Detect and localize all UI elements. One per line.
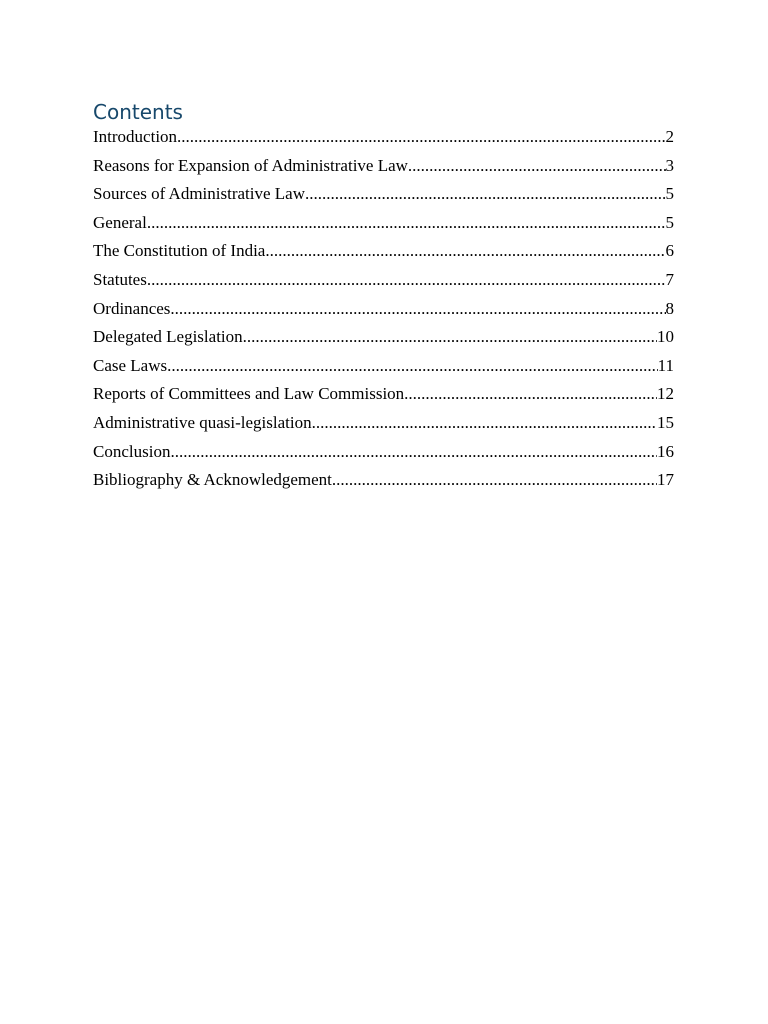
toc-entry[interactable] [93,439,674,468]
toc-entry[interactable] [93,296,674,325]
toc-dot-leader [170,439,657,465]
toc-entry-title: Reasons for Expansion of Administrative Law [93,155,408,175]
toc-dot-leader [312,410,657,436]
toc-entry[interactable] [93,381,674,410]
toc-dot-leader [170,296,665,322]
toc-dot-leader [265,238,665,264]
toc-dot-leader [332,467,657,493]
toc-entry-title: Statutes [93,269,147,289]
toc-heading: Contents [93,100,183,124]
toc-dot-leader [147,210,666,236]
toc-entry-page: 5 [665,212,674,232]
toc-entry-title: Introduction [93,127,178,146]
toc-entry-page: 10 [657,327,674,347]
toc-entry[interactable] [93,210,674,239]
toc-entry-page: 15 [657,412,674,432]
toc-entry-page: 11 [657,355,674,375]
toc-dot-leader [243,324,657,350]
toc-entry-page: 12 [657,384,674,404]
toc-entry-title: Conclusion [93,441,171,461]
toc-entry-title: Case Laws [93,355,168,375]
toc-entry-page: 8 [665,298,674,318]
toc-entry-title: The Constitution of India [93,241,266,261]
toc-entry-page: 3 [665,155,674,175]
toc-entry[interactable] [93,353,674,382]
toc-entry[interactable] [93,238,674,267]
toc-dot-leader [408,153,666,179]
toc-dot-leader [305,181,666,207]
toc-entry-title: Delegated Legislation [93,327,243,347]
toc-entry-title: General [93,212,147,232]
toc-dot-leader [167,353,658,379]
toc-dot-leader [404,381,657,407]
toc-entry-page: 6 [665,241,674,261]
toc-entry-title: Reports of Committees and Law Commission [93,384,405,404]
toc-entry[interactable] [93,124,674,153]
toc-entry[interactable] [93,181,674,210]
toc-entry-title: Sources of Administrative Law [93,184,305,204]
toc-entry-title: Administrative quasi-legislation [93,412,312,432]
toc-entry-page: 5 [665,184,674,204]
toc-entry-page: 2 [665,127,674,146]
toc-entry-title: Ordinances [93,298,171,318]
toc-entry-page: 17 [657,470,674,490]
toc-entry[interactable] [93,467,674,496]
table-of-contents [93,124,674,496]
toc-dot-leader [147,267,666,293]
toc-entry-page: 16 [657,441,674,461]
toc-entry-title: Bibliography & Acknowledgement [93,470,332,490]
toc-entry[interactable] [93,324,674,353]
toc-entry[interactable] [93,410,674,439]
toc-entry[interactable] [93,153,674,182]
toc-dot-leader [177,124,665,150]
toc-entry-page: 7 [665,269,674,289]
toc-entry[interactable] [93,267,674,296]
